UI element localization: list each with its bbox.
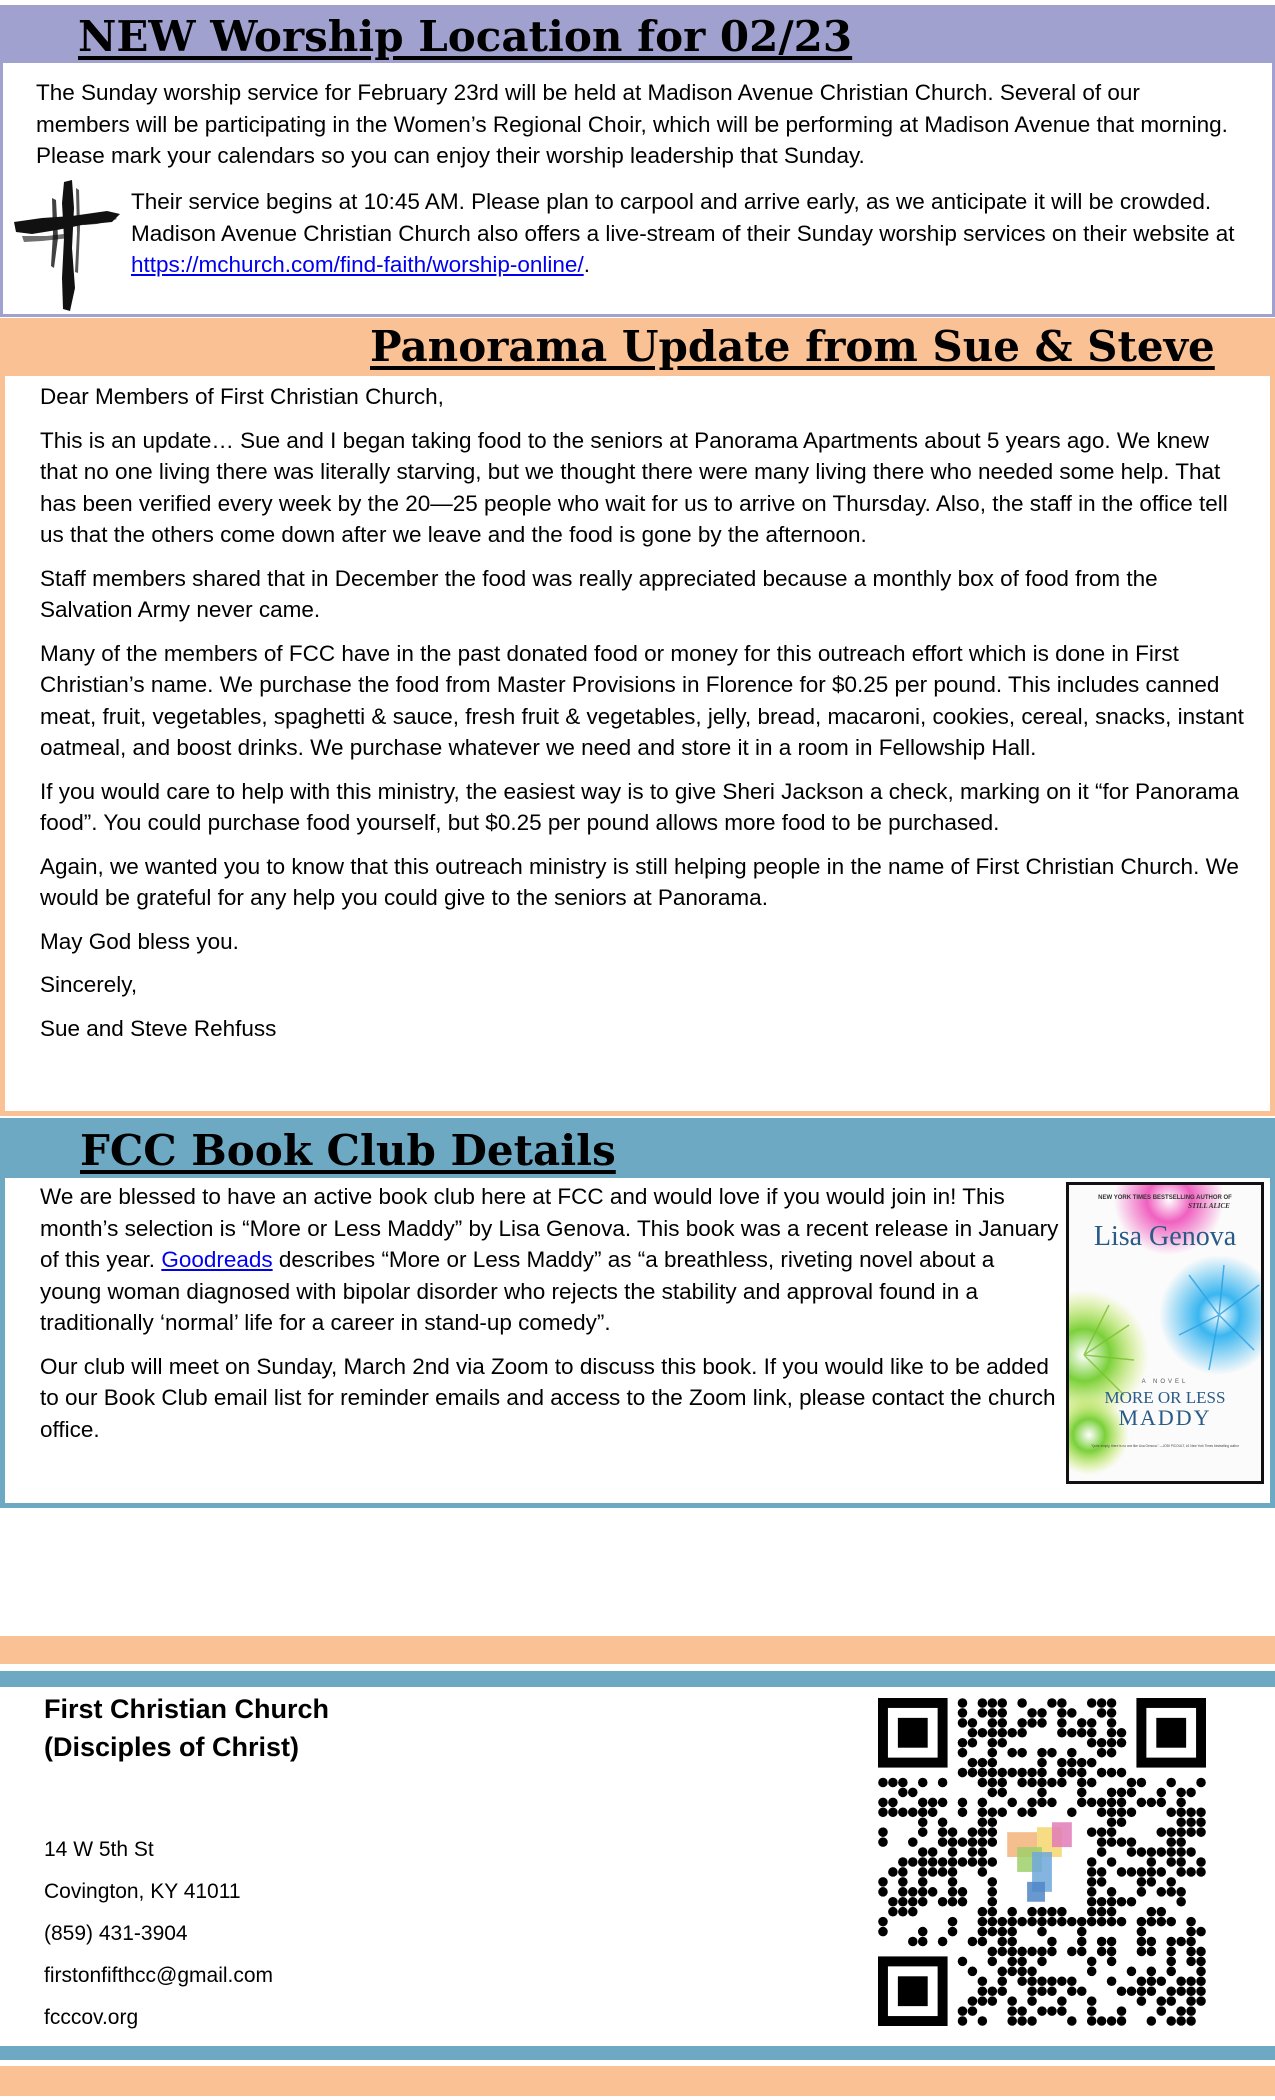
letter-paragraph-2: Staff members shared that in December the food was really appreciated because a monthly box of food from the Salvation Army never came. (40, 565, 1158, 622)
letter-greeting: Dear Members of First Christian Church, (40, 384, 444, 409)
church-name-line-1: First Christian Church (44, 1694, 330, 1724)
worship-paragraph-2 (131, 186, 1241, 281)
footer-stripe-peach (0, 1636, 1275, 1664)
worship-paragraph-1: The Sunday worship service for February 23rd will be held at Madison Avenue Christian Church. Several of our members will be participating in the Women’s Regional Choir, which will be performing at Madison Avenue that morning. Please mark your calendars so you can enjoy their worship leadership that Sunday. (36, 80, 1228, 168)
bookclub-paragraph-1-end: describes “More or Less Maddy” as “a breathless, riveting novel about a young woman diagnosed with bipolar disorder who rejects the stability and approval found in a traditionally ‘normal’ life for a career in stand-up comedy”. (40, 1247, 995, 1335)
letter-closing: Sincerely, (40, 972, 138, 997)
letter-paragraph-3: Many of the members of FCC have in the past donated food or money for this outreach effort which is done in First Christian’s name. We purchase the food from Master Provisions in Florence for $0.25 per pound. This includes canned meat, fruit, vegetables, spaghetti & sauce, fresh fruit & vegetables, jelly, bread, macaroni, cookies, cereal, snacks, instant oatmeal, and boost drinks. We purchase whatever we need and store it in a room in Fellowship Hall. (40, 640, 1244, 760)
qr-code-image (878, 1698, 1206, 2026)
address-street: 14 W 5th St (44, 1838, 154, 1861)
worship-paragraph-2-end: . (583, 252, 590, 277)
book-cover-image (1066, 1182, 1264, 1484)
bookclub-paragraph-2: Our club will meet on Sunday, March 2nd via Zoom to discuss this book. If you would like to be added to our Book Club email list for reminder emails and access to the Zoom link, please contact the church office. (40, 1353, 1056, 1442)
footer-stripe-blue-bottom (0, 2046, 1275, 2060)
worship-paragraph-2-text: Their service begins at 10:45 AM. Please plan to carpool and arrive early, as we anticipate it will be crowded. Madison Avenue Christian Church also offers a live-stream of their Sunday worship services on their website at (131, 189, 1235, 246)
cover-title-line2: MADDY (1118, 1405, 1212, 1430)
cover-tagline: NEW YORK TIMES BESTSELLING AUTHOR OF (1098, 1195, 1232, 1201)
cross-icon (12, 178, 122, 313)
worship-title: NEW Worship Location for 02/23 (78, 12, 853, 61)
bookclub-title: FCC Book Club Details (80, 1126, 616, 1175)
letter-paragraph-5: Again, we wanted you to know that this outreach ministry is still helping people in the name of First Christian Church. We would be grateful for any help you could give to the seniors at Panorama. (40, 853, 1239, 910)
church-name (44, 1690, 329, 1766)
contact-email: firstonfifthcc@gmail.com (44, 1964, 274, 1987)
letter-paragraph-4: If you would care to help with this ministry, the easiest way is to give Sheri Jackson a check, marking on it “for Panorama food”. You could purchase food yourself, but $0.25 per pound allows more food to be purchased. (40, 778, 1239, 835)
panorama-title: Panorama Update from Sue & Steve (370, 322, 1215, 371)
church-address (44, 1829, 273, 2039)
contact-website: fcccov.org (44, 2006, 139, 2029)
letter-signature: Sue and Steve Rehfuss (40, 1015, 277, 1041)
goodreads-link[interactable]: Goodreads (161, 1247, 273, 1272)
cover-label: A NOVEL (1141, 1379, 1189, 1385)
cover-title-line1: MORE OR LESS (1104, 1388, 1226, 1407)
letter-blessing: May God bless you. (40, 928, 239, 954)
contact-phone: (859) 431-3904 (44, 1922, 188, 1945)
panorama-letter (40, 381, 1245, 1056)
church-name-line-2: (Disciples of Christ) (44, 1732, 300, 1762)
footer-stripe-blue (0, 1671, 1275, 1687)
cover-blurb: “Quite simply, there is no one like Lisa Genova.” —JODI PICOULT, #1 New York Times bestselling author (1091, 1444, 1239, 1448)
cover-author: Lisa Genova (1093, 1221, 1237, 1252)
bookclub-paragraph-1-start: We are blessed to have an active book club here at FCC and would love if you would join in! This month’s selection is “More or Less Maddy” by Lisa Genova. This book was a recent release in January of this year. (40, 1184, 1059, 1272)
address-city: Covington, KY 41011 (44, 1880, 241, 1903)
footer-stripe-peach-bottom (0, 2066, 1275, 2096)
worship-online-link[interactable]: https://mchurch.com/find-faith/worship-online/ (131, 252, 584, 277)
bookclub-paragraph-1 (40, 1181, 1060, 1339)
bookclub-text (40, 1181, 1060, 1457)
letter-paragraph-1: This is an update… Sue and I began taking food to the seniors at Panorama Apartments about 5 years ago. We knew that no one living there was literally starving, but we thought there were many living there who needed some help. That has been verified every week by the 20—25 people who wait for us to arrive on Thursday. Also, the staff in the office tell us that the others come down after we leave and the food is gone by the afternoon. (40, 427, 1228, 547)
cover-prior-title: STILL ALICE (1188, 1202, 1230, 1210)
